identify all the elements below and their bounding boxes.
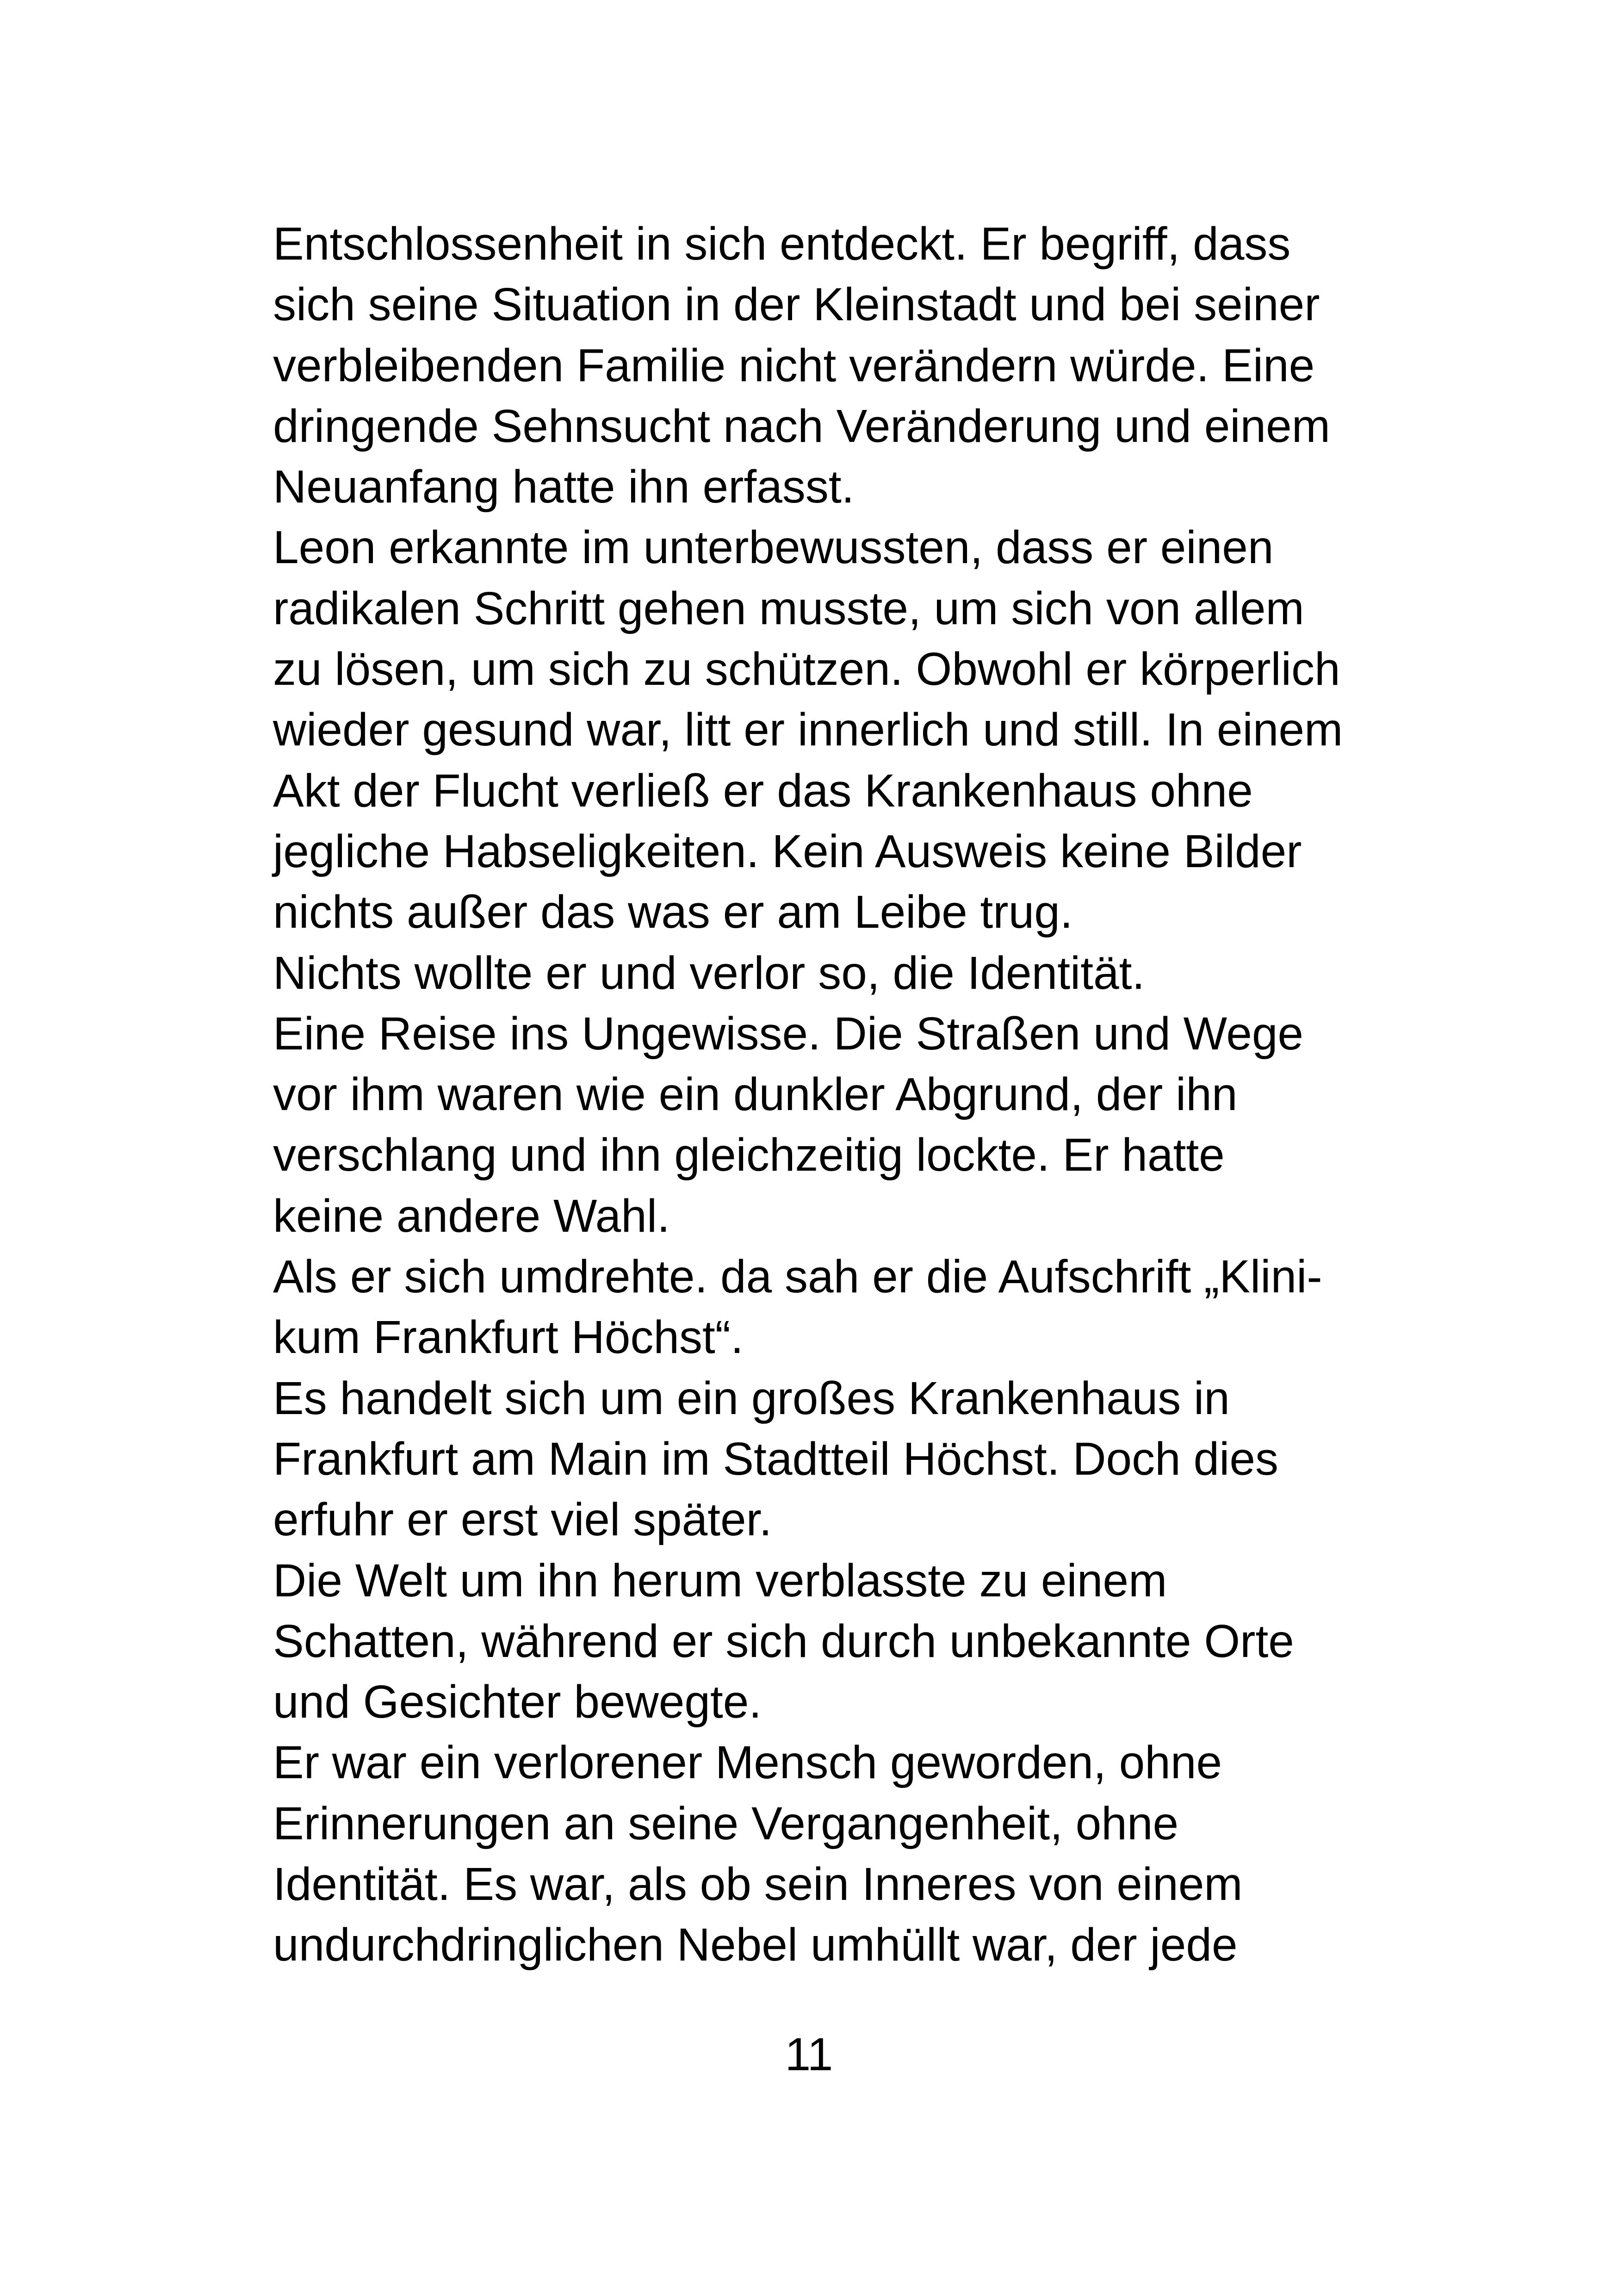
text-line: Entschlossenheit in sich entdeckt. Er begriff, dass (273, 218, 1291, 270)
text-line: Leon erkannte im unterbewussten, dass er einen (273, 521, 1274, 574)
text-line: Er war ein verlorener Mensch geworden, ohne (273, 1737, 1222, 1789)
text-line: dringende Sehnsucht nach Veränderung und einem (273, 400, 1331, 452)
text-line: zu lösen, um sich zu schützen. Obwohl er körperlich (273, 643, 1340, 695)
text-line: Nichts wollte er und verlor so, die Identität. (273, 947, 1145, 999)
text-line: Erinnerungen an seine Vergangenheit, ohne (273, 1797, 1179, 1849)
text-line: kum Frankfurt Höchst“. (273, 1311, 744, 1364)
text-line: wieder gesund war, litt er innerlich und still. In einem (273, 704, 1343, 756)
text-line: Akt der Flucht verließ er das Krankenhaus ohne (273, 764, 1253, 817)
text-line: sich seine Situation in der Kleinstadt und bei seiner (273, 279, 1320, 331)
text-line: Es handelt sich um ein großes Krankenhaus in (273, 1372, 1230, 1424)
text-line: Identität. Es war, als ob sein Inneres von einem (273, 1858, 1243, 1911)
text-line: Schatten, während er sich durch unbekannte Orte (273, 1615, 1294, 1667)
text-line: vor ihm waren wie ein dunkler Abgrund, der ihn (273, 1068, 1238, 1121)
text-line: undurchdringlichen Nebel umhüllt war, der jede (273, 1919, 1238, 1971)
text-line: jegliche Habseligkeiten. Kein Ausweis keine Bilder (273, 825, 1302, 877)
text-line: nichts außer das was er am Leibe trug. (273, 886, 1073, 938)
body-text (273, 214, 1383, 1976)
text-line: und Gesichter bewegte. (273, 1676, 762, 1728)
text-line: Frankfurt am Main im Stadtteil Höchst. Doch dies (273, 1433, 1278, 1485)
text-line: keine andere Wahl. (273, 1190, 670, 1242)
text-line: Als er sich umdrehte. da sah er die Aufschrift „Klini- (273, 1251, 1322, 1303)
page-number: 11 (785, 2029, 833, 2080)
text-line: verschlang und ihn gleichzeitig lockte. Er hatte (273, 1129, 1225, 1181)
text-line: Eine Reise ins Ungewisse. Die Straßen und Wege (273, 1007, 1304, 1060)
text-line: verbleibenden Familie nicht verändern würde. Eine (273, 339, 1315, 391)
text-line: Neuanfang hatte ihn erfasst. (273, 461, 855, 513)
text-line: erfuhr er erst viel später. (273, 1494, 772, 1546)
text-line: Die Welt um ihn herum verblasste zu einem (273, 1554, 1167, 1607)
text-line: radikalen Schritt gehen musste, um sich von allem (273, 582, 1304, 634)
